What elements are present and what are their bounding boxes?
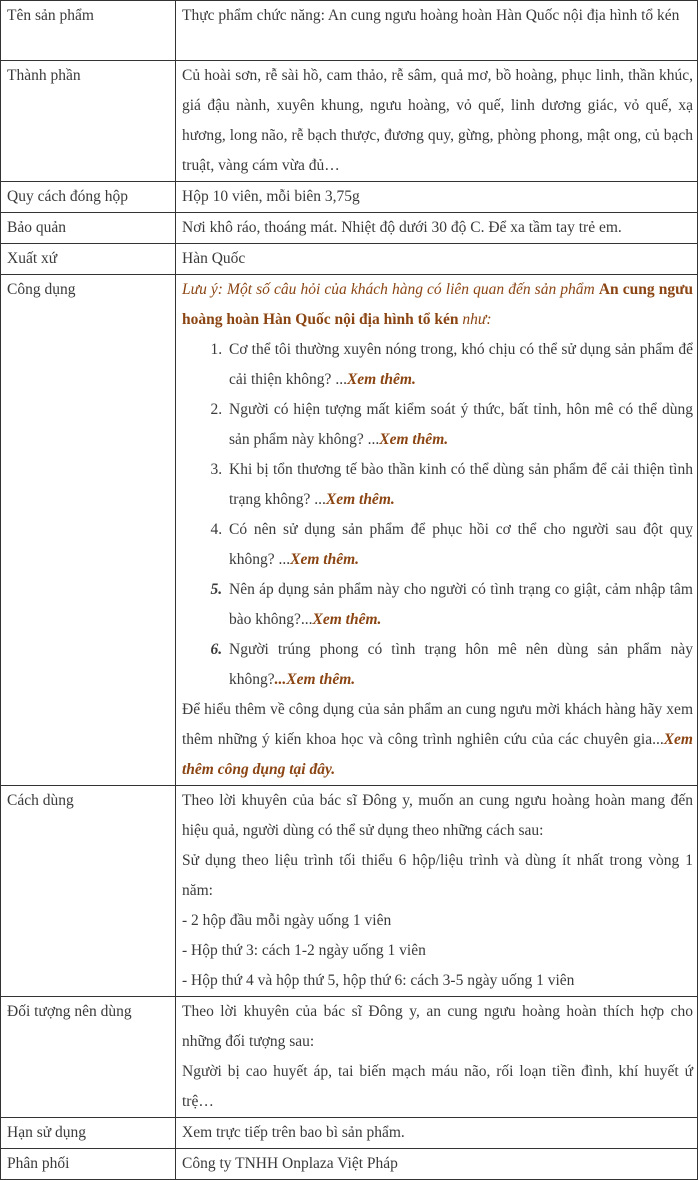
label-origin: Xuất xứ	[1, 244, 176, 275]
row-usage	[1, 786, 698, 997]
row-expiry	[1, 1118, 698, 1149]
row-product-name	[1, 1, 698, 61]
question-item	[226, 635, 693, 695]
question-text: Người có hiện tượng mất kiểm soát ý thức, bất tỉnh, hôn mê có thể dùng sản phẩm này không? ...	[229, 401, 693, 448]
see-more-link[interactable]: Xem thêm.	[325, 491, 395, 508]
value-usage	[176, 786, 698, 997]
see-more-link[interactable]: Xem thêm.	[379, 431, 449, 448]
uses-note-product: An cung ngưu hoàng hoàn Hàn Quốc nội địa hình tổ kén	[182, 281, 693, 328]
question-item	[226, 335, 693, 395]
row-origin	[1, 244, 698, 275]
question-text: Cơ thể tôi thường xuyên nóng trong, khó chịu có thể sử dụng sản phẩm để cải thiện không? ...	[229, 341, 693, 388]
usage-line: - Hộp thứ 4 và hộp thứ 5, hộp thứ 6: cách 3-5 ngày uống 1 viên	[182, 972, 575, 989]
uses-closing	[182, 695, 693, 785]
target-line: Người bị cao huyết áp, tai biến mạch máu não, rối loạn tiền đình, khí huyết ứ trệ…	[182, 1063, 693, 1110]
label-product-name: Tên sản phẩm	[1, 1, 176, 61]
value-ingredients: Củ hoài sơn, rễ sài hồ, cam thảo, rễ sâm, quả mơ, bồ hoàng, phục linh, thần khúc, giá đậu nành, xuyên khung, ngưu hoàng, vỏ quế, linh dương giác, vỏ quế, xạ hương, long não, rễ bạch thược, đương quy, gừng, phòng phong, mật ong, củ bạch truật, vàng cám vừa đủ…	[176, 61, 698, 182]
label-target: Đối tượng nên dùng	[1, 997, 176, 1118]
uses-question-list	[182, 335, 693, 695]
uses-note-prefix: Lưu ý: Một số câu hỏi của khách hàng có liên quan đến sản phẩm	[182, 281, 595, 298]
question-text: Khi bị tổn thương tế bào thần kinh có thể dùng sản phẩm để cải thiện tình trạng không? ...	[229, 461, 693, 508]
usage-line: Theo lời khuyên của bác sĩ Đông y, muốn an cung ngưu hoàng hoàn mang đến hiệu quả, người dùng có thể sử dụng theo những cách sau:	[182, 792, 693, 839]
row-ingredients	[1, 61, 698, 182]
row-distribution	[1, 1149, 698, 1180]
usage-line: Sử dụng theo liệu trình tối thiểu 6 hộp/liệu trình và dùng ít nhất trong vòng 1 năm:	[182, 852, 693, 899]
see-more-link[interactable]: Xem thêm.	[312, 611, 382, 628]
see-more-link[interactable]: Xem thêm.	[290, 551, 360, 568]
usage-line: - Hộp thứ 3: cách 1-2 ngày uống 1 viên	[182, 942, 426, 959]
usage-line: - 2 hộp đầu mỗi ngày uống 1 viên	[182, 912, 392, 929]
value-origin: Hàn Quốc	[176, 244, 698, 275]
label-packaging: Quy cách đóng hộp	[1, 182, 176, 213]
see-more-link[interactable]: Xem thêm.	[346, 371, 416, 388]
row-uses	[1, 275, 698, 786]
question-item	[226, 515, 693, 575]
label-ingredients: Thành phần	[1, 61, 176, 182]
row-target	[1, 997, 698, 1118]
label-usage: Cách dùng	[1, 786, 176, 997]
value-product-name: Thực phẩm chức năng: An cung ngưu hoàng hoàn Hàn Quốc nội địa hình tổ kén	[176, 1, 698, 61]
uses-note	[182, 275, 693, 335]
value-distribution: Công ty TNHH Onplaza Việt Pháp	[176, 1149, 698, 1180]
uses-closing-text: Để hiểu thêm về công dụng của sản phẩm an cung ngưu mời khách hàng hãy xem thêm những ý kiến khoa học và công trình nghiên cứu của các chuyên gia...	[182, 701, 693, 748]
question-text: Người trúng phong có tình trạng hôn mê nên dùng sản phẩm này không?	[229, 641, 693, 688]
label-distribution: Phân phối	[1, 1149, 176, 1180]
question-text: Có nên sử dụng sản phẩm để phục hồi cơ thể cho người sau đột quỵ không? ...	[229, 521, 693, 568]
uses-note-suffix: như:	[462, 311, 492, 328]
value-packaging: Hộp 10 viên, mỗi biên 3,75g	[176, 182, 698, 213]
value-expiry: Xem trực tiếp trên bao bì sản phẩm.	[176, 1118, 698, 1149]
see-more-link[interactable]: ...Xem thêm.	[274, 671, 356, 688]
row-packaging	[1, 182, 698, 213]
see-more-uses-link[interactable]: Xem thêm công dụng tại đây.	[182, 731, 693, 778]
value-target	[176, 997, 698, 1118]
question-item	[226, 575, 693, 635]
question-item	[226, 395, 693, 455]
value-uses	[176, 275, 698, 786]
label-expiry: Hạn sử dụng	[1, 1118, 176, 1149]
row-storage	[1, 213, 698, 244]
question-item	[226, 455, 693, 515]
question-text: Nên áp dụng sản phẩm này cho người có tình trạng co giật, cảm nhập tâm bào không?...	[229, 581, 693, 628]
value-storage: Nơi khô ráo, thoáng mát. Nhiệt độ dưới 30 độ C. Để xa tầm tay trẻ em.	[176, 213, 698, 244]
target-line: Theo lời khuyên của bác sĩ Đông y, an cung ngưu hoàng hoàn thích hợp cho những đối tượng sau:	[182, 1003, 693, 1050]
label-storage: Bảo quản	[1, 213, 176, 244]
label-uses: Công dụng	[1, 275, 176, 786]
